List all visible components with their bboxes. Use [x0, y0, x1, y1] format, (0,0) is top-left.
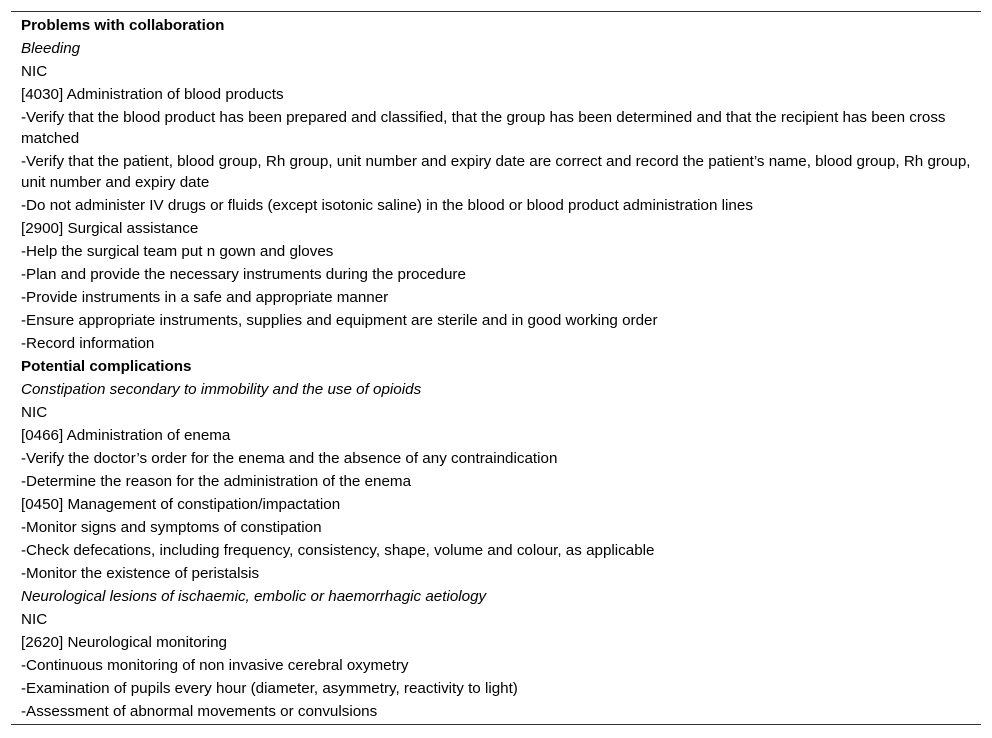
intervention-0450: [0450] Management of constipation/impactation [21, 496, 341, 513]
subheading-bleeding: Bleeding [21, 40, 81, 57]
activity-item: -Plan and provide the necessary instruments during the procedure [21, 266, 466, 283]
activity-item: -Check defecations, including frequency, consistency, shape, volume and colour, as applicable [21, 542, 655, 559]
intervention-2620: [2620] Neurological monitoring [21, 634, 227, 651]
section-heading-potential-complications: Potential complications [21, 358, 192, 375]
activity-item: -Help the surgical team put n gown and gloves [21, 243, 334, 260]
activity-item: -Record information [21, 335, 155, 352]
nic-label: NIC [21, 404, 48, 421]
activity-item: -Assessment of abnormal movements or convulsions [21, 703, 378, 720]
subheading-constipation: Constipation secondary to immobility and the use of opioids [21, 381, 422, 398]
care-plan-table [11, 11, 981, 725]
activity-item: -Monitor signs and symptoms of constipation [21, 519, 322, 536]
activity-item: -Continuous monitoring of non invasive cerebral oxymetry [21, 657, 409, 674]
intervention-2900: [2900] Surgical assistance [21, 220, 199, 237]
activity-item: -Do not administer IV drugs or fluids (except isotonic saline) in the blood or blood product administration lines [21, 197, 753, 214]
activity-item: -Verify that the blood product has been prepared and classified, that the group has been determined and that the recipient has been cross matched [21, 109, 946, 147]
intervention-4030: [4030] Administration of blood products [21, 86, 284, 103]
activity-item: -Determine the reason for the administration of the enema [21, 473, 412, 490]
activity-item: -Ensure appropriate instruments, supplies and equipment are sterile and in good working order [21, 312, 658, 329]
table-cell [21, 14, 971, 723]
section-heading-problems-with-collaboration: Problems with collaboration [21, 17, 225, 34]
activity-item: -Verify the doctor’s order for the enema and the absence of any contraindication [21, 450, 558, 467]
nic-label: NIC [21, 63, 48, 80]
activity-item: -Monitor the existence of peristalsis [21, 565, 260, 582]
activity-item: -Verify that the patient, blood group, Rh group, unit number and expiry date are correct and record the patient’s name, blood group, Rh group, unit number and expiry date [21, 153, 971, 191]
activity-item: -Provide instruments in a safe and appropriate manner [21, 289, 389, 306]
subheading-neurological-lesions: Neurological lesions of ischaemic, embolic or haemorrhagic aetiology [21, 588, 487, 605]
nic-label: NIC [21, 611, 48, 628]
activity-item: -Examination of pupils every hour (diameter, asymmetry, reactivity to light) [21, 680, 518, 697]
intervention-0466: [0466] Administration of enema [21, 427, 231, 444]
